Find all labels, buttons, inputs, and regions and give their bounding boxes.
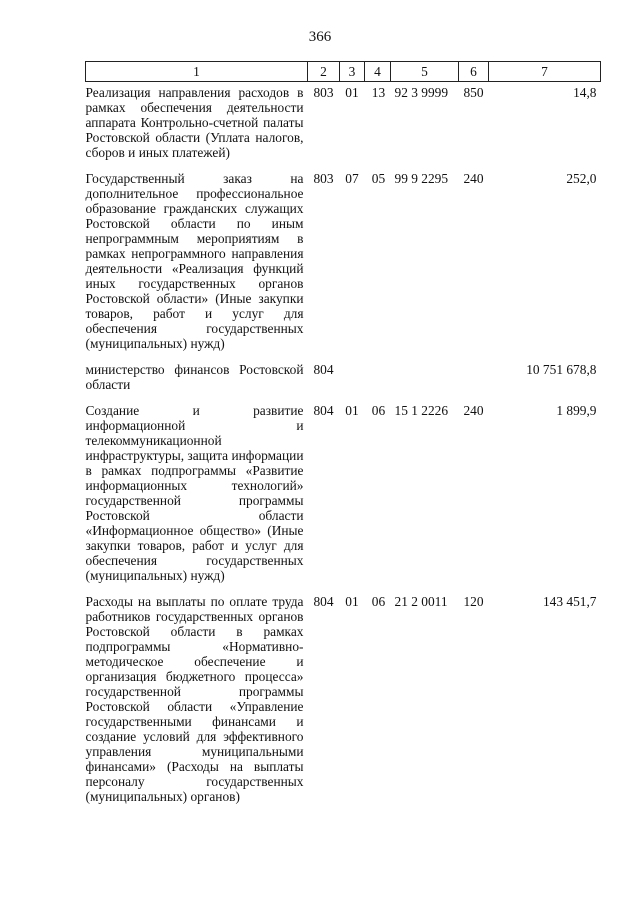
row-subsection-code: 13	[371, 85, 386, 100]
header-col-1: 1	[86, 62, 308, 82]
row-ministry-code: 803	[313, 85, 334, 100]
row-target-code: 21 2 0011	[394, 594, 448, 609]
row-target-code	[391, 362, 459, 403]
row-section-code: 01	[345, 85, 359, 100]
row-name: Реализация направления расходов в рамках обеспечения деятельности аппарата Контрольно-счетной палаты Ростовской области (Уплата налогов, сборов и иных платежей)	[85, 85, 304, 160]
header-col-7: 7	[489, 62, 601, 82]
row-name: Государственный заказ на дополнительное профессиональное образование гражданских служащих Ростовской области по иным непрограммным мероприятиям в рамках непрограммного направления деятельности «Реализация функций иных государственных органов Ростовской области» (Иные закупки товаров, работ и услуг для обеспечения государственных (муниципальных) нужд)	[85, 171, 304, 351]
budget-table	[85, 61, 601, 815]
row-name: Расходы на выплаты по оплате труда работников государственных органов Ростовской области в рамках подпрограммы «Нормативно-методическое обеспечение и организация бюджетного процесса» государственной программы Ростовской области «Управление государственными финансами и создание условий для эффективного управления муниципальными финансами» (Расходы на выплаты персоналу государственных (муниципальных) органов)	[85, 594, 304, 804]
row-subsection-code: 05	[371, 171, 386, 186]
row-target-code: 99 9 2295	[394, 171, 449, 186]
header-col-3: 3	[340, 62, 365, 82]
row-expense-type: 240	[463, 403, 484, 418]
row-subsection-code: 06	[371, 594, 386, 609]
row-ministry-code: 803	[313, 171, 334, 186]
row-amount: 1 899,9	[556, 403, 597, 418]
table-row	[86, 82, 601, 172]
row-section-code: 07	[345, 171, 359, 186]
row-amount: 10 751 678,8	[526, 362, 597, 377]
table-row	[86, 403, 601, 594]
row-subsection-code: 06	[371, 403, 386, 418]
row-expense-type: 240	[463, 171, 484, 186]
row-amount: 14,8	[573, 85, 597, 100]
header-col-4: 4	[365, 62, 391, 82]
table-row	[86, 594, 601, 815]
page-number: 366	[308, 29, 332, 45]
row-section-code	[340, 362, 365, 403]
header-col-6: 6	[459, 62, 489, 82]
row-name: министерство финансов Ростовской области	[85, 362, 304, 392]
table-row	[86, 362, 601, 403]
row-subsection-code	[365, 362, 391, 403]
row-expense-type: 850	[463, 85, 484, 100]
header-col-2: 2	[308, 62, 340, 82]
row-ministry-code: 804	[313, 403, 334, 418]
row-ministry-code: 804	[313, 362, 334, 377]
row-section-code: 01	[345, 403, 359, 418]
row-amount: 252,0	[566, 171, 597, 186]
row-target-code: 15 1 2226	[394, 403, 449, 418]
row-expense-type: 120	[463, 594, 484, 609]
header-row	[86, 62, 601, 82]
table-row	[86, 171, 601, 362]
row-target-code: 92 3 9999	[394, 85, 449, 100]
row-name: Создание и развитие информационной и телекоммуникационной инфраструктуры, защита информации в рамках подпрограммы «Развитие информационных технологий» государственной программы Ростовской области «Информационное общество» (Иные закупки товаров, работ и услуг для обеспечения государственных (муниципальных) нужд)	[85, 403, 304, 583]
header-col-5: 5	[391, 62, 459, 82]
row-amount: 143 451,7	[542, 594, 597, 609]
row-section-code: 01	[345, 594, 359, 609]
row-ministry-code: 804	[313, 594, 334, 609]
table-header	[86, 62, 601, 82]
row-expense-type	[459, 362, 489, 403]
